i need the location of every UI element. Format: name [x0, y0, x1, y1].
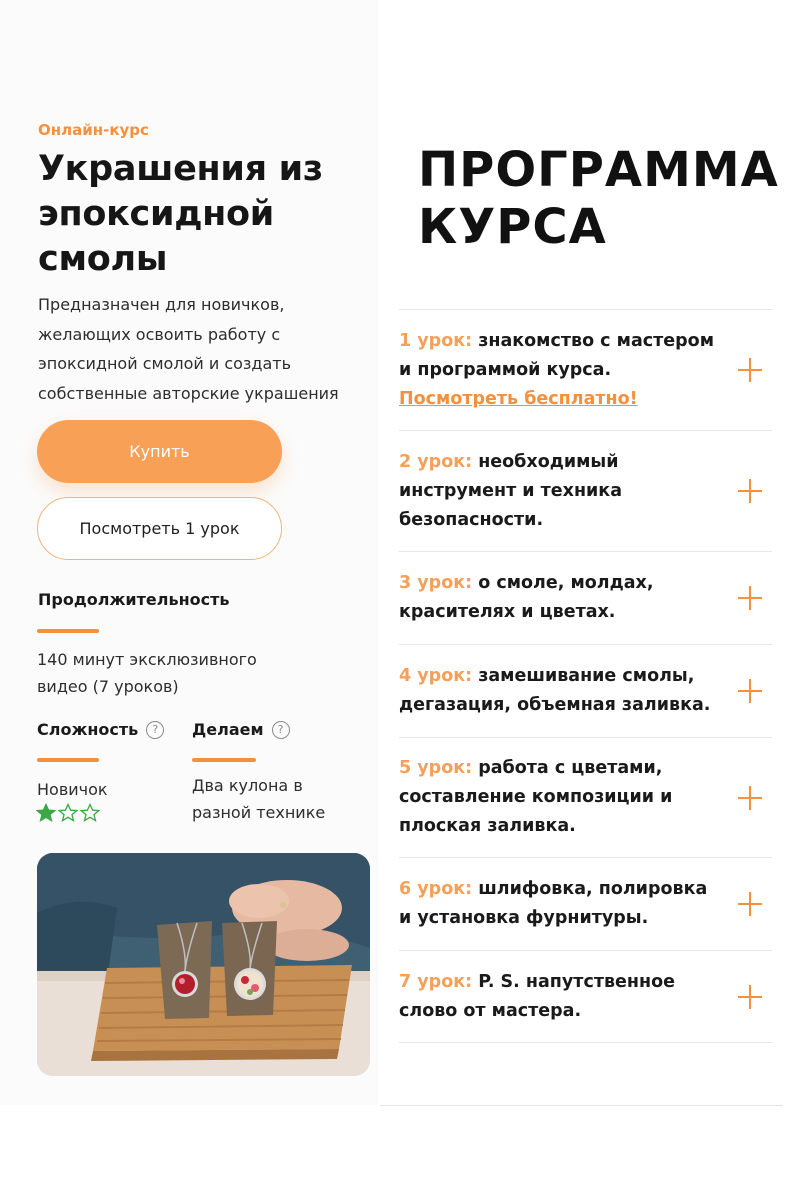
lesson-number: 3 урок:	[399, 573, 473, 593]
lesson-item-3[interactable]	[399, 551, 772, 644]
difficulty-rating	[36, 803, 100, 823]
watch-free-link[interactable]: Посмотреть бесплатно!	[399, 388, 638, 409]
lesson-number: 6 урок:	[399, 879, 473, 899]
star-empty-icon	[58, 803, 78, 823]
course-description: Предназначен для новичков, желающих освоить работу с эпоксидной смолой и создать собственные авторские украшения	[38, 295, 339, 403]
lesson-number: 1 урок:	[399, 330, 473, 351]
product-photo	[37, 853, 370, 1076]
duration-text: 140 минут эксклюзивного видео (7 уроков)	[37, 650, 257, 696]
lesson-number: 5 урок:	[399, 758, 473, 778]
lesson-text	[399, 754, 719, 841]
plus-icon[interactable]	[738, 679, 762, 703]
lesson-description: работа с цветами, составление композиции и плоская заливка.	[399, 758, 673, 836]
lesson-text	[399, 968, 719, 1026]
difficulty-underline	[37, 758, 99, 762]
duration-underline	[37, 629, 99, 633]
duration-heading-label: Продолжительность	[38, 590, 230, 609]
difficulty-heading-label: Сложность	[37, 720, 139, 739]
question-circle-icon[interactable]: ?	[272, 721, 290, 739]
lesson-item-5[interactable]	[399, 737, 772, 857]
course-title: Украшения из эпоксидной смолы	[38, 149, 323, 279]
difficulty-value: Новичок	[37, 780, 108, 799]
make-heading	[192, 720, 290, 739]
program-title-line2: КУРСА	[418, 199, 607, 255]
lesson-text	[399, 448, 719, 535]
lesson-description: знакомство с мастером и программой курса.	[399, 330, 715, 380]
plus-icon[interactable]	[738, 358, 762, 382]
lesson-text	[399, 569, 719, 627]
lesson-number: 7 урок:	[399, 971, 473, 992]
lesson-description: необходимый инструмент и техника безопасности.	[399, 451, 622, 530]
divider	[380, 1105, 783, 1106]
lesson-text	[399, 662, 719, 720]
make-value: Два кулона в разной технике	[192, 776, 326, 822]
plus-icon[interactable]	[738, 479, 762, 503]
star-filled-icon	[36, 803, 56, 823]
plus-icon[interactable]	[738, 786, 762, 810]
program-title	[418, 142, 779, 256]
plus-icon[interactable]	[738, 586, 762, 610]
difficulty-heading	[37, 720, 164, 739]
lesson-item-1[interactable]	[399, 309, 772, 430]
lesson-number: 2 урок:	[399, 451, 473, 472]
lesson-item-4[interactable]	[399, 644, 772, 737]
star-empty-icon	[80, 803, 100, 823]
course-kicker: Онлайн-курс	[38, 121, 149, 139]
lesson-description: замешивание смолы, дегазация, объемная заливка.	[399, 666, 711, 715]
lesson-item-6[interactable]	[399, 857, 772, 950]
make-heading-label: Делаем	[192, 720, 264, 739]
question-circle-icon[interactable]: ?	[146, 721, 164, 739]
watch-lesson-button[interactable]: Посмотреть 1 урок	[37, 497, 282, 560]
make-underline	[192, 758, 256, 762]
lesson-text	[399, 327, 719, 414]
lesson-item-2[interactable]	[399, 430, 772, 551]
lesson-description: P. S. напутственное слово от мастера.	[399, 971, 675, 1021]
duration-heading	[38, 590, 229, 609]
program-title-line1: ПРОГРАММА	[418, 142, 779, 198]
buy-button[interactable]: Купить	[37, 420, 282, 483]
plus-icon[interactable]	[738, 892, 762, 916]
pendants-on-stand-image	[37, 853, 370, 1076]
lesson-text	[399, 875, 719, 933]
lesson-item-7[interactable]	[399, 950, 772, 1043]
lesson-description: шлифовка, полировка и установка фурнитуры.	[399, 879, 708, 928]
lesson-description: о смоле, молдах, красителях и цветах.	[399, 573, 654, 622]
lesson-number: 4 урок:	[399, 666, 473, 686]
plus-icon[interactable]	[738, 985, 762, 1009]
course-info-panel	[0, 0, 378, 1105]
lessons-list	[399, 309, 772, 1043]
